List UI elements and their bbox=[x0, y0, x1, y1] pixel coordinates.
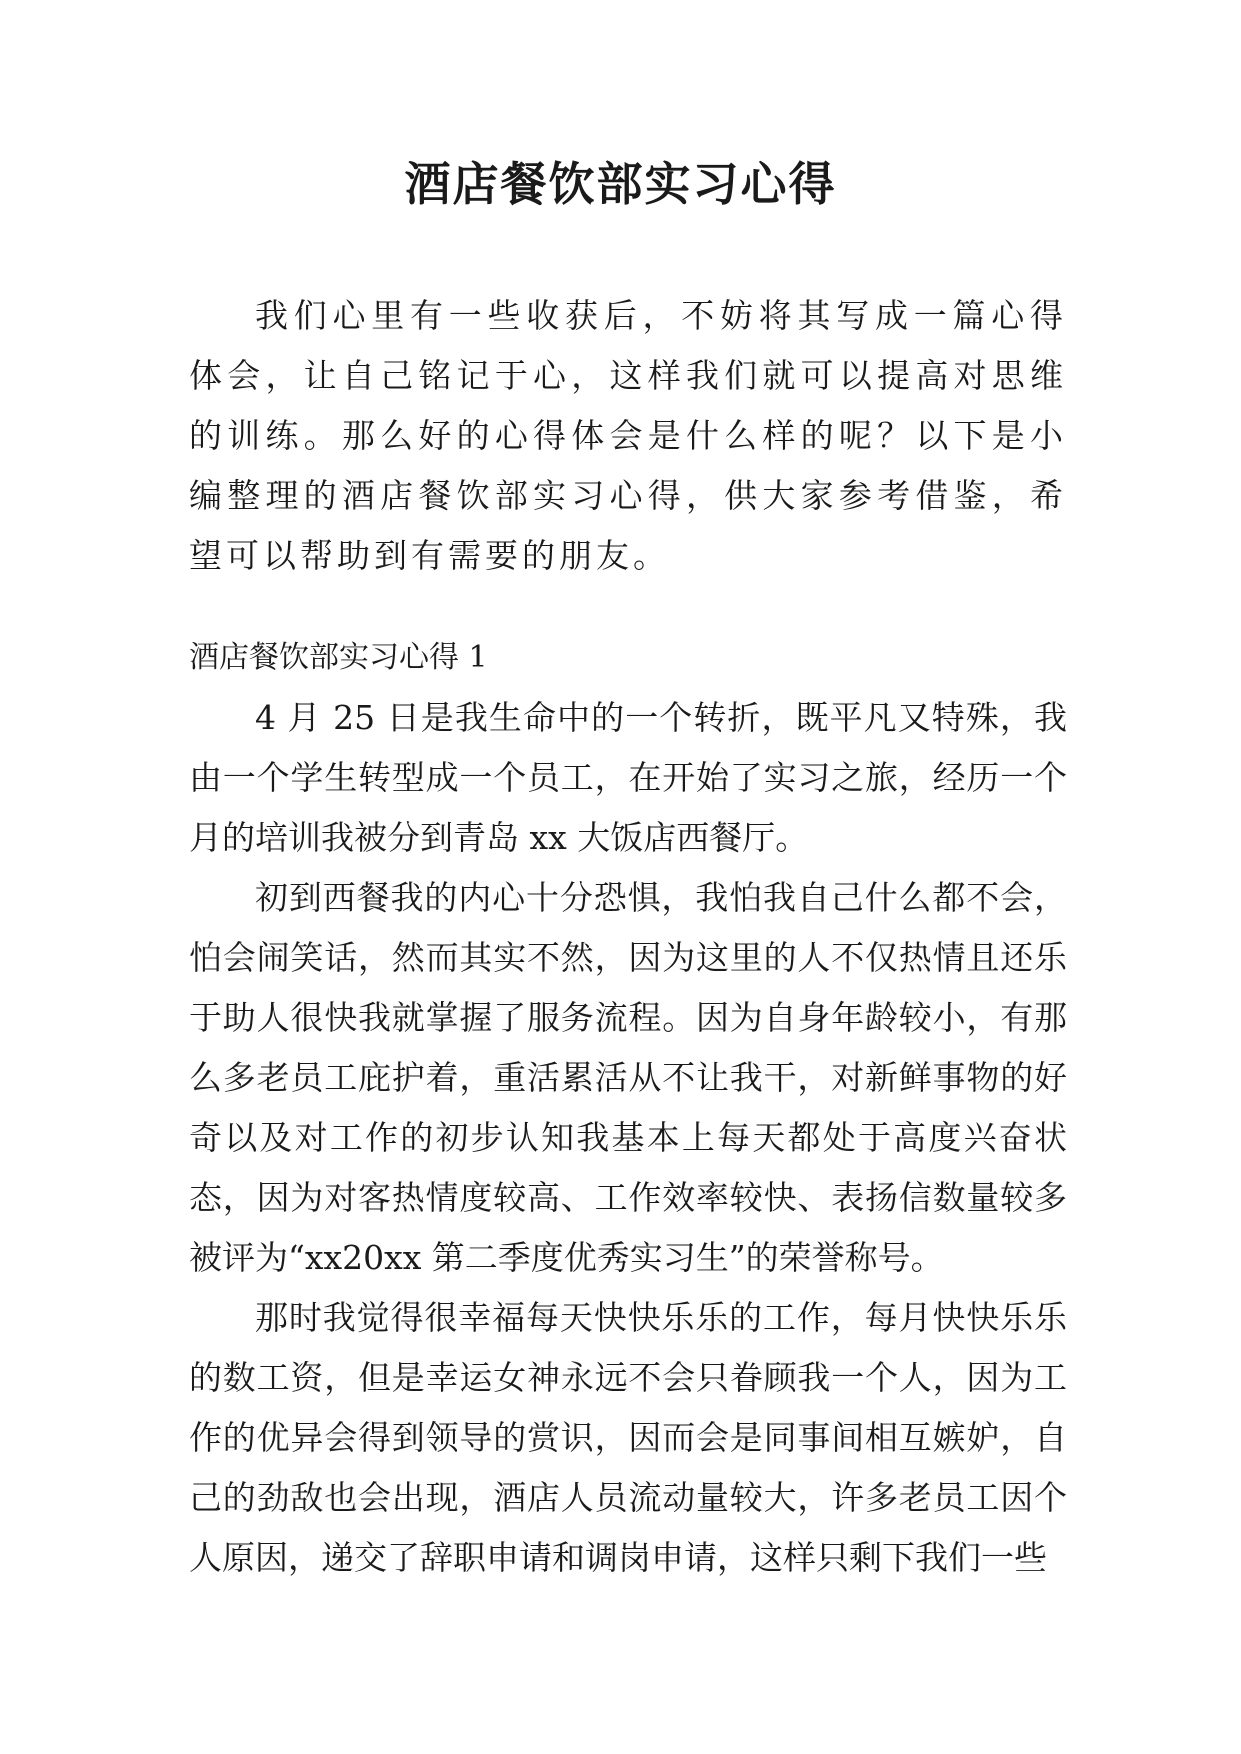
body-paragraph-2: 初到西餐我的内心十分恐惧，我怕我自己什么都不会，怕会闹笑话，然而其实不然，因为这里的人不仅热情且还乐于助人很快我就掌握了服务流程。因为自身年龄较小，有那么多老员工庇护着，重活累活从不让我干，对新鲜事物的好奇以及对工作的初步认知我基本上每天都处于高度兴奋状态，因为对客热情度较高、工作效率较快、表扬信数量较多被评为“xx20xx 第二季度优秀实习生”的荣誉称号。 bbox=[189, 878, 1067, 1277]
body-paragraph-1: 4 月 25 日是我生命中的一个转折，既平凡又特殊，我由一个学生转型成一个员工，在开始了实习之旅，经历一个月的培训我被分到青岛 xx 大饭店西餐厅。 bbox=[189, 698, 1067, 857]
section-heading: 酒店餐饮部实习心得 1 bbox=[189, 640, 488, 675]
body-paragraph-3: 那时我觉得很幸福每天快快乐乐的工作，每月快快乐乐的数工资，但是幸运女神永远不会只眷顾我一个人，因为工作的优异会得到领导的赏识，因而会是同事间相互嫉妒，自己的劲敌也会出现，酒店人员流动量较大，许多老员工因个人原因，递交了辞职申请和调岗申请，这样只剩下我们一些 bbox=[189, 1298, 1067, 1577]
document-title: 酒店餐饮部实习心得 bbox=[404, 157, 837, 211]
document-body bbox=[189, 286, 1067, 1588]
intro-paragraph: 我们心里有一些收获后，不妨将其写成一篇心得体会，让自己铭记于心，这样我们就可以提高对思维的训练。那么好的心得体会是什么样的呢？以下是小编整理的酒店餐饮部实习心得，供大家参考借鉴，希望可以帮助到有需要的朋友。 bbox=[189, 296, 1067, 575]
